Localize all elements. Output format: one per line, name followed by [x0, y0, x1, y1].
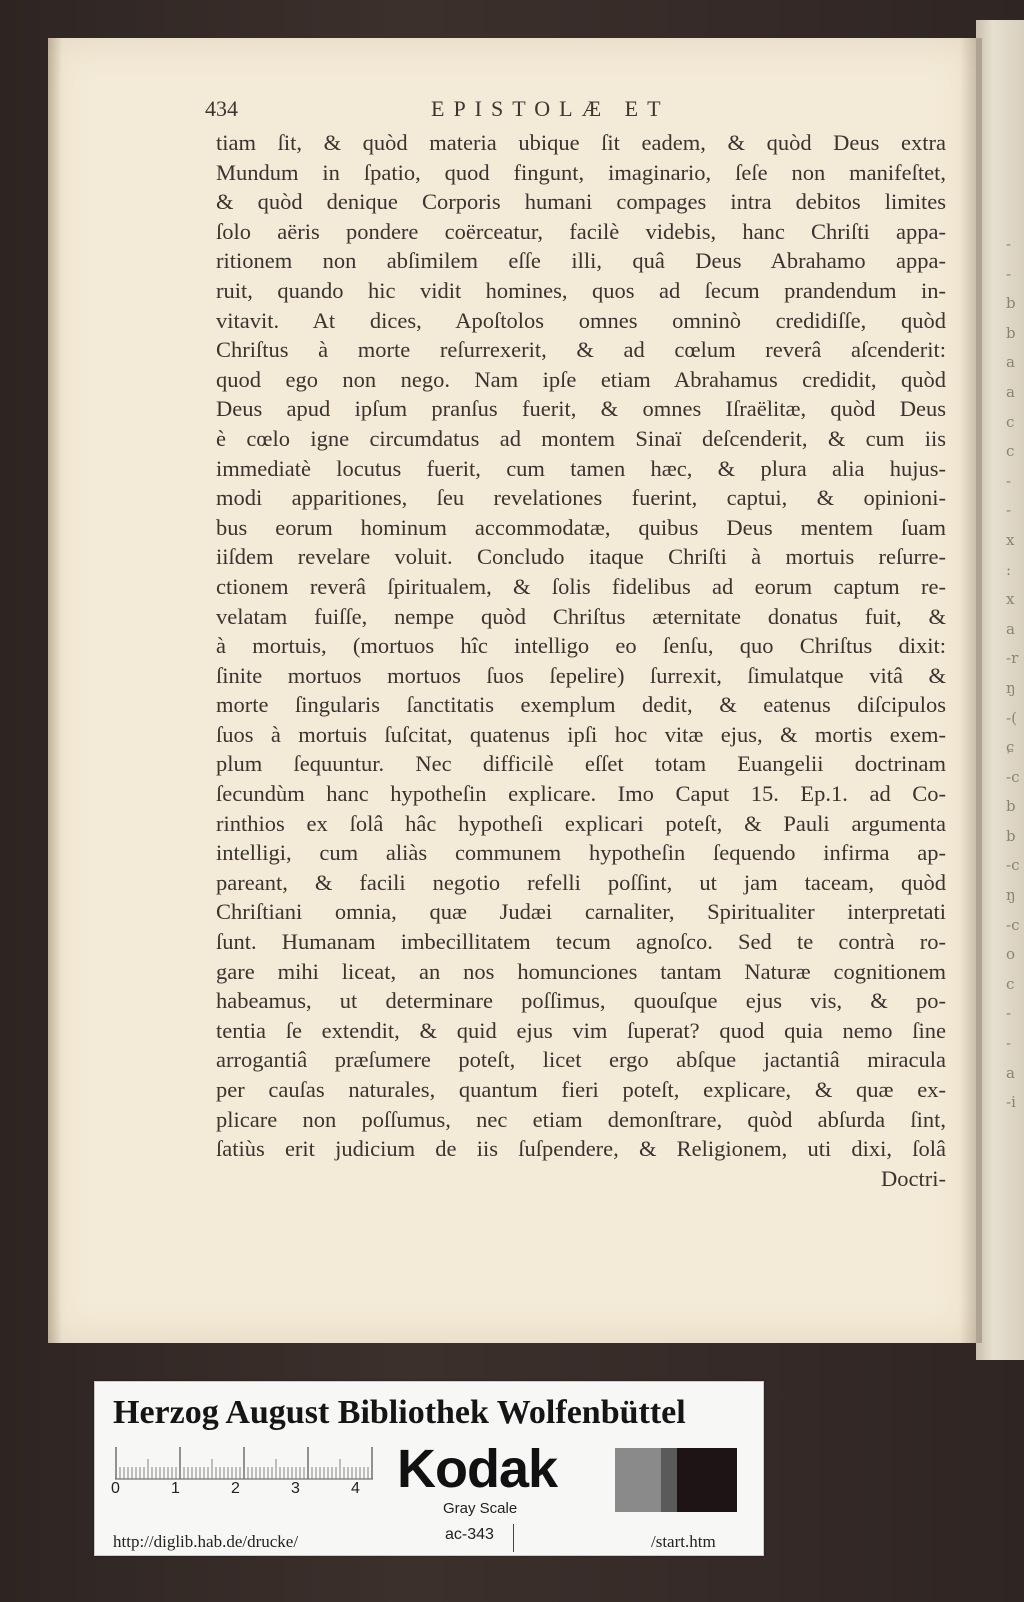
- text-line: Deus apud ipſum pranſus fuerit, & omnes Iſraëlitæ, quòd Deus: [216, 396, 946, 422]
- text-line: ctionem reverâ ſpiritualem, & ſolis fidelibus ad eorum captum re-: [216, 573, 946, 599]
- gray-scale-label: Gray Scale: [443, 1500, 518, 1517]
- facing-page-text-fragments: - - b b a a c c - - x : x a -r ŋ -( ɕ -c b b -c ŋ -c o c - - a -i: [1006, 235, 1020, 1112]
- text-line: quod ego non nego. Nam ipſe etiam Abrahamus credidit, quòd: [216, 366, 946, 392]
- library-name: Herzog August Bibliothek Wolfenbüttel: [113, 1394, 686, 1431]
- text-line: tiam ſit, & quòd materia ubique ſit eadem, & quòd Deus extra: [216, 130, 946, 155]
- text-line: ritionem non abſimilem eſſe illi, quâ Deus Abrahamo appa-: [216, 248, 946, 274]
- gutter-shadow: [960, 38, 982, 1343]
- catchword: Doctri-: [881, 1165, 946, 1191]
- ruler-number: 3: [291, 1480, 300, 1497]
- text-line: Chriſtiani omnia, quæ Judæi carnaliter, Spiritualiter interpretati: [216, 899, 946, 925]
- kodak-logo: Kodak: [397, 1439, 558, 1499]
- text-line: ſinite mortuos mortuos ſuos ſepelire) ſurrexit, ſimulatque vitâ &: [216, 662, 946, 688]
- start-url: /start.htm: [651, 1532, 716, 1551]
- text-line: rinthios ex ſolâ hâc hypotheſi explicari poteſt, & Pauli argumenta: [216, 810, 946, 836]
- text-line: morte ſingularis ſanctitatis exemplum dedit, & eatenus diſcipulos: [216, 692, 946, 718]
- batch-divider: [513, 1524, 514, 1552]
- text-line: vitavit. At dices, Apoſtolos omnes omninò credidiſſe, quòd: [216, 307, 946, 333]
- text-line: plum ſequuntur. Nec difficilè eſſet totam Euangelii doctrinam: [216, 751, 946, 777]
- text-line: bus eorum hominum accommodatæ, quibus Deus mentem ſuam: [216, 514, 946, 540]
- text-line: Mundum in ſpatio, quod fingunt, imaginario, ſeſe non manifeſtet,: [216, 159, 946, 185]
- text-line: & quòd denique Corporis humani compages intra debitos limites: [216, 189, 946, 215]
- page-header: [205, 96, 905, 126]
- text-line: habeamus, ut determinare poſſimus, quouſque ejus vis, & po-: [216, 988, 946, 1014]
- page-body-text: [216, 128, 946, 1193]
- text-line: ſuos à mortuis ſuſcitat, quatenus ipſi hoc vitæ ejus, & mortis exem-: [216, 721, 946, 747]
- text-line: ruit, quando hic vidit homines, quos ad ſecum prandendum in-: [216, 277, 946, 303]
- ruler-number: 4: [351, 1480, 360, 1497]
- text-line: iiſdem revelare voluit. Concludo itaque Chriſti à mortuis reſurre-: [216, 544, 946, 570]
- source-url: http://diglib.hab.de/drucke/: [113, 1532, 299, 1551]
- text-line: plicare non poſſumus, nec etiam demonſtrare, quòd abſurda ſint,: [216, 1106, 946, 1132]
- text-line: ſecundùm hanc hypotheſin explicare. Imo Caput 15. Ep.1. ad Co-: [216, 781, 946, 807]
- ruler-number: 2: [231, 1480, 240, 1497]
- gray-swatch-mid: [615, 1448, 661, 1512]
- text-line: modi apparitiones, ſeu revelationes fuerint, captui, & opinioni-: [216, 485, 946, 511]
- color-target-card: [94, 1381, 764, 1556]
- text-line: ſunt. Humanam imbecillitatem tecum agnoſco. Sed te contrà ro-: [216, 929, 946, 955]
- text-line: per cauſas naturales, quantum fieri poteſt, explicare, & quæ ex-: [216, 1077, 946, 1102]
- text-line: arrogantiâ præſumere poteſt, licet ergo abſque jactantiâ miracula: [216, 1047, 946, 1073]
- text-line: Chriſtus à morte reſurrexerit, & ad cœlum reverâ aſcenderit:: [216, 337, 946, 363]
- text-line: pareant, & facili negotio refelli poſſint, ut jam taceam, quòd: [216, 869, 946, 895]
- gray-swatch-dark: [661, 1448, 677, 1512]
- text-line: gare mihi liceat, an nos homunciones tantam Naturæ cognitionem: [216, 958, 946, 984]
- measurement-ruler: [115, 1446, 375, 1480]
- ruler-number: 0: [111, 1480, 120, 1497]
- text-line: immediatè locutus fuerit, cum tamen hæc, & plura alia hujus-: [216, 455, 946, 481]
- ruler-number: 1: [171, 1480, 180, 1497]
- text-line: intelligi, cum aliàs communem hypotheſin ſequendo infirma ap-: [216, 840, 946, 866]
- gray-swatch-black: [677, 1448, 737, 1512]
- text-line: velatam fuiſſe, nempe quòd Chriſtus æternitate donatus fuit, &: [216, 603, 946, 629]
- running-head: EPISTOLÆ ET: [431, 96, 670, 121]
- text-line: ſolo aëris pondere coërceatur, facilè videbis, hanc Chriſti appa-: [216, 218, 946, 244]
- text-line: ſatiùs erit judicium de iis ſuſpendere, & Religionem, uti dixi, ſolâ: [216, 1136, 946, 1162]
- page-number: 434: [205, 96, 238, 121]
- batch-id: ac-343: [445, 1526, 494, 1543]
- text-line: tentia ſe extendit, & quid ejus vim ſuperat? quod quia nemo ſine: [216, 1017, 946, 1043]
- text-line: à mortuis, (mortuos hîc intelligo eo ſenſu, quo Chriſtus dixit:: [216, 633, 946, 659]
- text-line: è cœlo igne circumdatus ad montem Sinaï deſcenderit, & cum iis: [216, 425, 946, 451]
